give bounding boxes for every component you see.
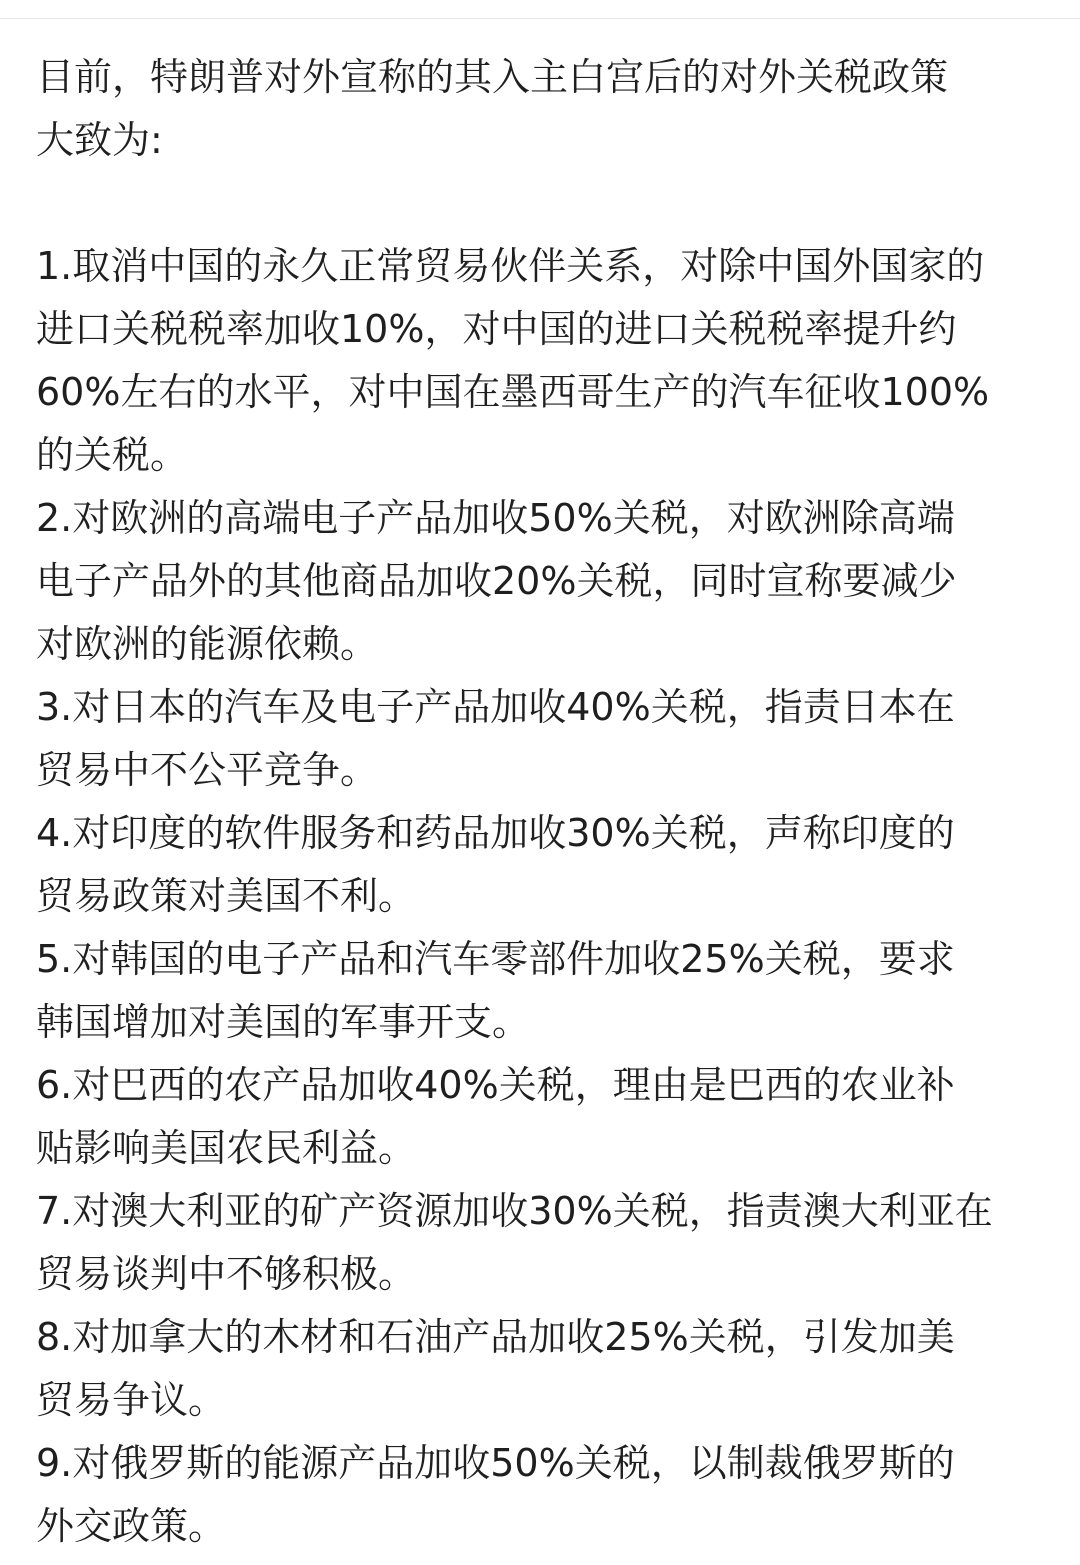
intro-line: 大致为: — [36, 118, 163, 162]
policy-item-1 — [36, 235, 1056, 487]
intro-paragraph — [36, 46, 1056, 172]
policy-item-line: 8.对加拿大的木材和石油产品加收25%关税，引发加美 — [36, 1315, 955, 1359]
policy-item-line: 9.对俄罗斯的能源产品加收50%关税，以制裁俄罗斯的 — [36, 1441, 955, 1485]
policy-item-4 — [36, 802, 1056, 928]
policy-item-5 — [36, 928, 1056, 1054]
policy-item-6 — [36, 1054, 1056, 1180]
policy-item-7 — [36, 1180, 1056, 1306]
policy-item-line: 5.对韩国的电子产品和汽车零部件加收25%关税，要求 — [36, 937, 955, 981]
policy-item-line: 进口关税税率加收10%，对中国的进口关税税率提升约 — [36, 307, 957, 351]
policy-item-line: 2.对欧洲的高端电子产品加收50%关税，对欧洲除高端 — [36, 496, 955, 540]
policy-item-line: 电子产品外的其他商品加收20%关税，同时宣称要减少 — [36, 559, 957, 603]
policy-item-line: 贴影响美国农民利益。 — [36, 1126, 417, 1170]
policy-item-3 — [36, 676, 1056, 802]
policy-item-line: 7.对澳大利亚的矿产资源加收30%关税，指责澳大利亚在 — [36, 1189, 993, 1233]
policy-item-line: 1.取消中国的永久正常贸易伙伴关系，对除中国外国家的 — [36, 244, 985, 288]
policy-item-line: 外交政策。 — [36, 1504, 227, 1548]
policy-item-line: 贸易中不公平竞争。 — [36, 748, 379, 792]
policy-item-9 — [36, 1432, 1056, 1558]
policy-item-line: 贸易谈判中不够积极。 — [36, 1252, 417, 1296]
policy-item-line: 韩国增加对美国的军事开支。 — [36, 1000, 531, 1044]
policy-item-line: 对欧洲的能源依赖。 — [36, 622, 379, 666]
intro-line: 目前，特朗普对外宣称的其入主白宫后的对外关税政策 — [36, 55, 949, 99]
policy-item-line: 贸易政策对美国不利。 — [36, 874, 417, 918]
paragraph-spacer — [36, 172, 1056, 235]
policy-item-line: 的关税。 — [36, 433, 189, 477]
policy-item-line: 4.对印度的软件服务和药品加收30%关税，声称印度的 — [36, 811, 955, 855]
top-divider — [0, 0, 1080, 19]
policy-item-2 — [36, 487, 1056, 676]
policy-item-8 — [36, 1306, 1056, 1432]
policy-item-line: 贸易争议。 — [36, 1378, 227, 1422]
policy-item-line: 60%左右的水平，对中国在墨西哥生产的汽车征收100% — [36, 370, 990, 414]
policy-item-line: 3.对日本的汽车及电子产品加收40%关税，指责日本在 — [36, 685, 955, 729]
article-body — [36, 46, 1056, 1558]
policy-item-line: 6.对巴西的农产品加收40%关税，理由是巴西的农业补 — [36, 1063, 955, 1107]
